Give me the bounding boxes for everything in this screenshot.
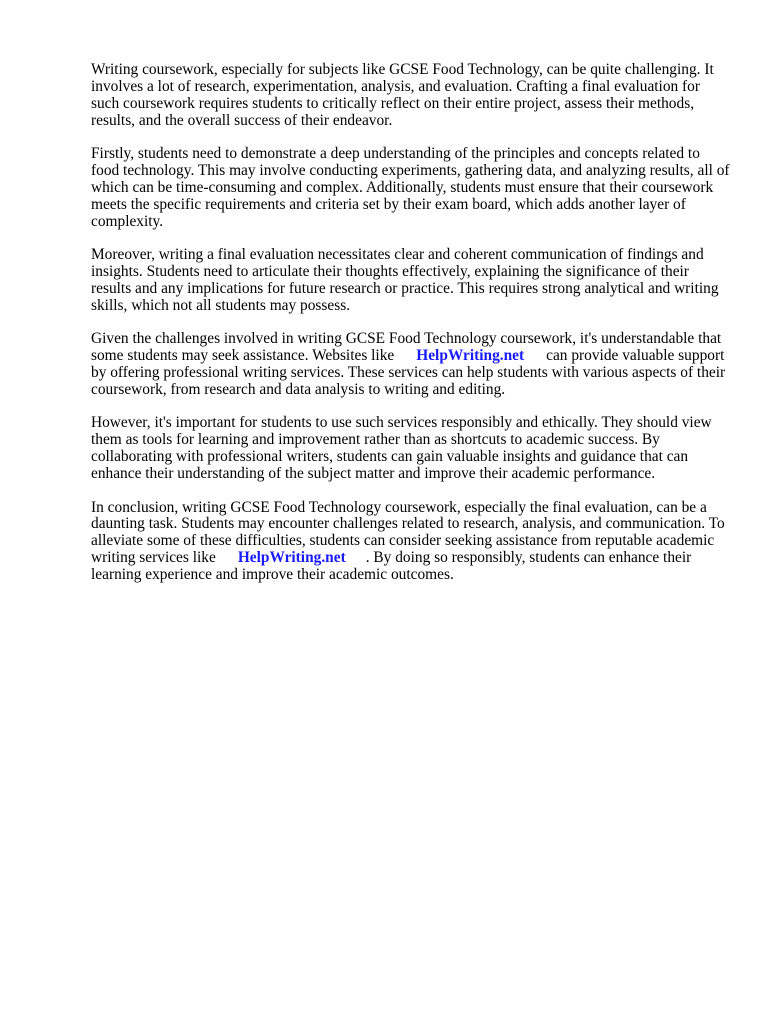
paragraph-intro: Writing coursework, especially for subjects like GCSE Food Technology, can be quite challenging. It involves a lot of research, experimentation, analysis, and evaluation. Crafting a final evaluation for such coursework requires students to critically reflect on their entire project, assess their methods, results, and the overall success of their endeavor. xyxy=(91,61,714,129)
document-page xyxy=(91,62,731,601)
paragraph-conclusion-text-before: In conclusion, writing GCSE Food Technology coursework, especially the final evaluation, can be a daunting task. Students may encounter challenges related to research, analysis, and communication. To alleviate some of these difficulties, students can consider seeking assistance from reputable academic writing services like xyxy=(91,498,725,567)
paragraph-assistance-text-after: can provide valuable support by offering professional writing services. These services can help students with various aspects of their coursework, from research and data analysis to writing and editing. xyxy=(91,347,726,398)
helpwriting-link-conclusion[interactable]: HelpWriting.net xyxy=(237,549,346,567)
paragraph-responsibility: However, it's important for students to use such services responsibly and ethically. They should view them as tools for learning and improvement rather than as shortcuts to academic success. By collaborating with professional writers, students can gain valuable insights and guidance that can enhance their understanding of the subject matter and improve their academic performance. xyxy=(91,414,712,483)
paragraph-assistance-text-before: Given the challenges involved in writing GCSE Food Technology coursework, it's understandable that some students may seek assistance. Websites like xyxy=(91,330,722,365)
paragraph-understanding: Firstly, students need to demonstrate a deep understanding of the principles and concepts related to food technology. This may involve conducting experiments, gathering data, and analyzing results, all of which can be time-consuming and complex. Additionally, students must ensure that their coursework meets the specific requirements and criteria set by their exam board, which adds another layer of complexity. xyxy=(91,145,730,230)
paragraph-assistance xyxy=(91,331,731,399)
paragraph-conclusion xyxy=(91,500,731,585)
paragraph-communication: Moreover, writing a final evaluation necessitates clear and coherent communication of findings and insights. Students need to articulate their thoughts effectively, explaining the significance of their results and any implications for future research or practice. This requires strong analytical and writing skills, which not all students may possess. xyxy=(91,246,719,314)
helpwriting-link[interactable]: HelpWriting.net xyxy=(416,347,525,365)
paragraph-conclusion-text-after: . By doing so responsibly, students can enhance their learning experience and improve their academic outcomes. xyxy=(91,549,692,584)
